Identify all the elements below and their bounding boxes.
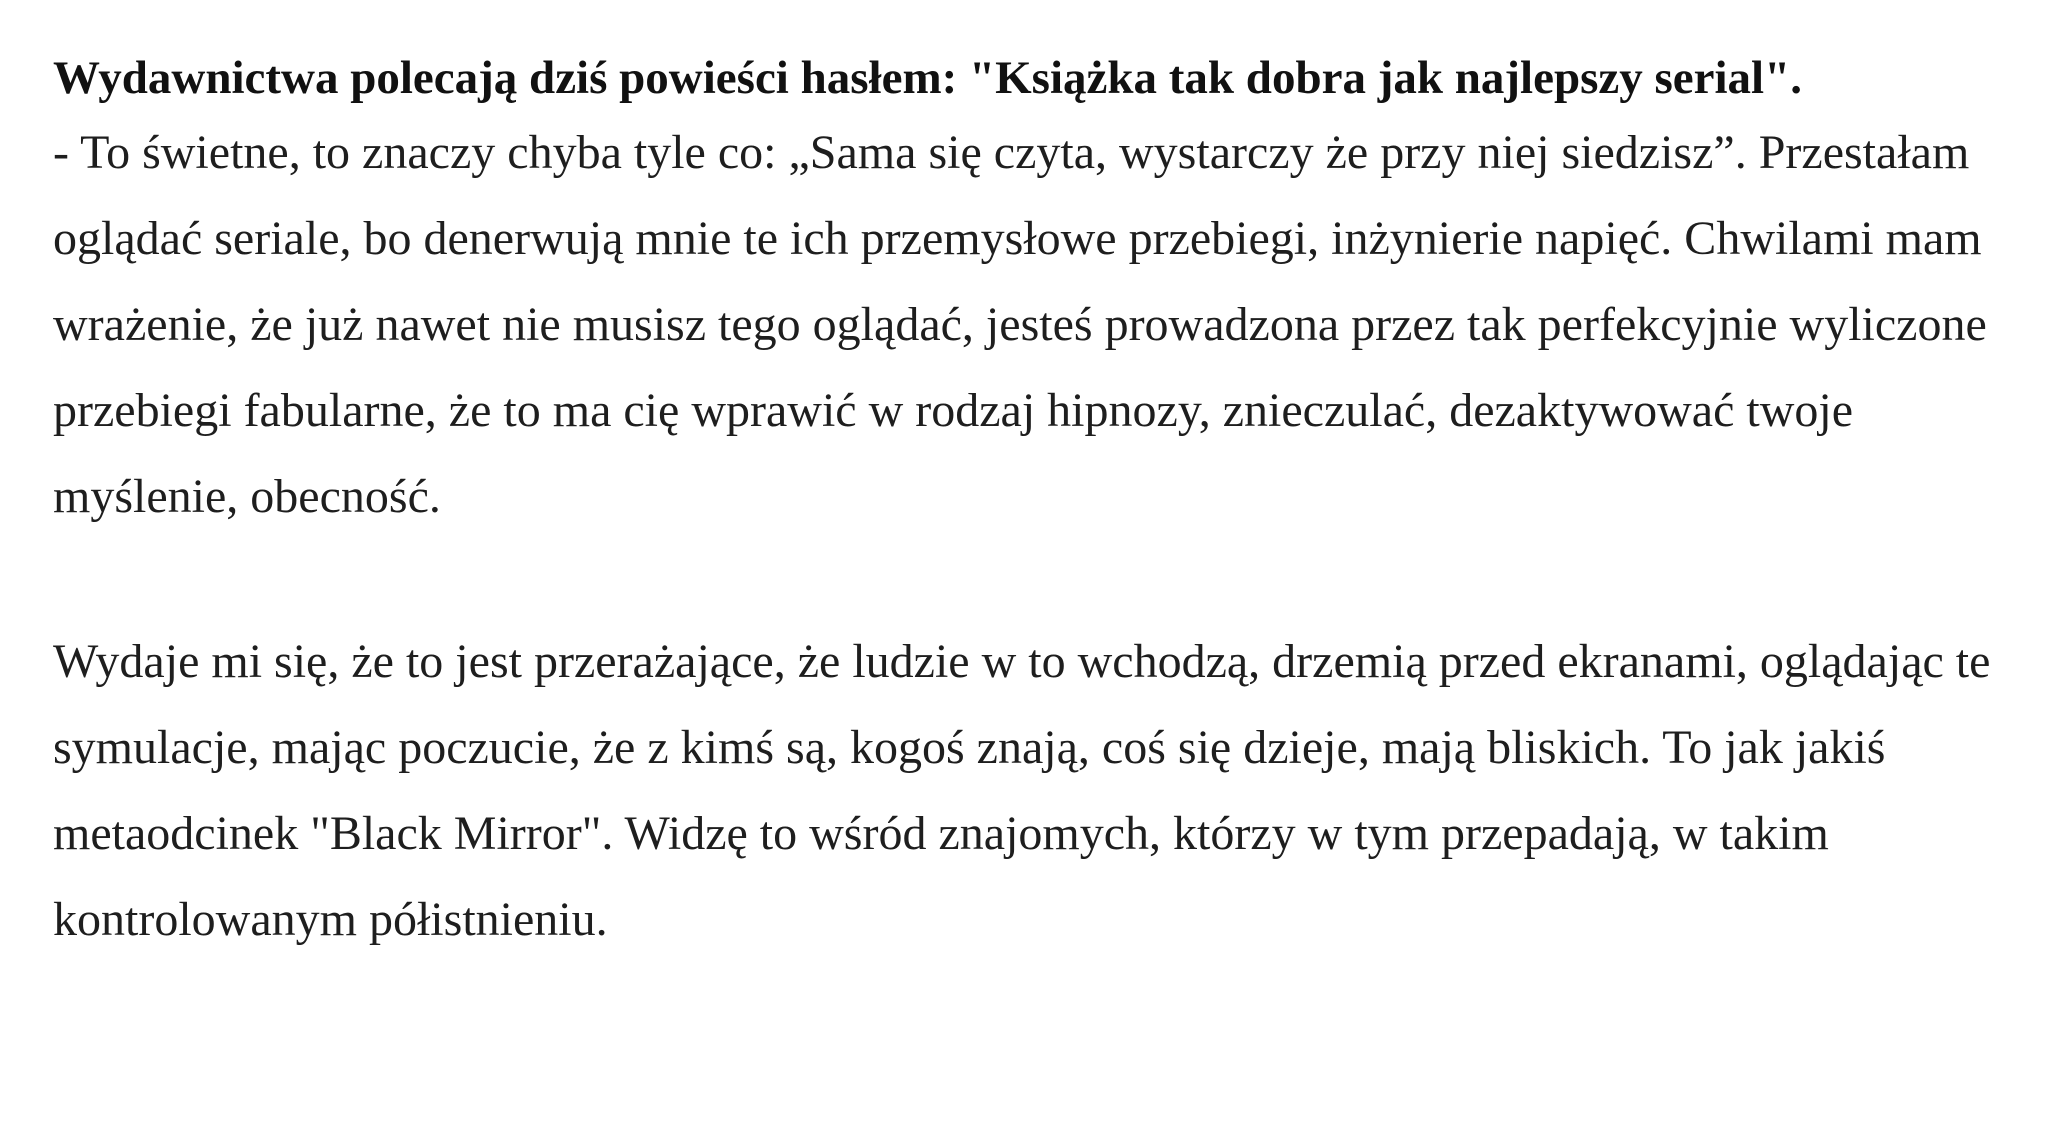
answer-paragraph-2: Wydaje mi się, że to jest przerażające, że ludzie w to wchodzą, drzemią przed ekranami, oglądając te symulacje, mając poczucie, że z kimś są, kogoś znają, coś się dzieje, mają bliskich. To jak jakiś metaodcinek "Black Mirror". Widzę to wśród znajomych, którzy w tym przepadają, w takim kontrolowanym półistnieniu. (53, 635, 1991, 946)
answer-paragraph-1: - To świetne, to znaczy chyba tyle co: „Sama się czyta, wystarczy że przy niej siedzisz”. Przestałam oglądać seriale, bo denerwują mnie te ich przemysłowe przebiegi, inżynierie napięć. Chwilami mam wrażenie, że już nawet nie musisz tego oglądać, jesteś prowadzona przez tak perfekcyjnie wyliczone przebiegi fabularne, że to ma cię wprawić w rodzaj hipnozy, znieczulać, dezaktywować twoje myślenie, obecność. (53, 126, 1987, 523)
interview-question: Wydawnictwa polecają dziś powieści hasłem: "Książka tak dobra jak najlepszy serial". (53, 52, 1802, 104)
article-body (53, 46, 2013, 963)
